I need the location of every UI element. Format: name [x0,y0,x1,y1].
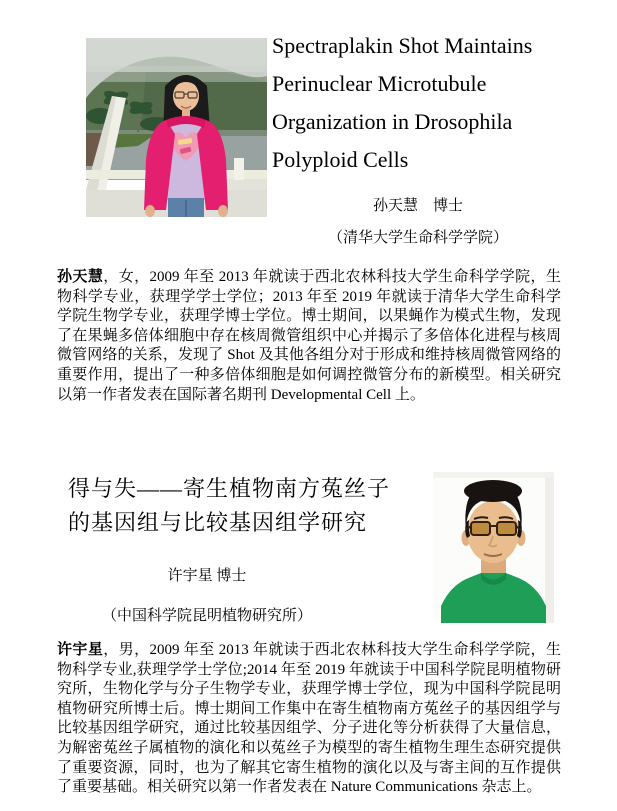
speaker1-bio-text: ，女，2009 年至 2013 年就读于西北农林科技大学生命科学学院，生物科学专业，获理学学士学位；2013 年至 2019 年就读于清华大学生命科学学院生物学专业，获理学博士学位。博士期间，以果蝇作为模式生物，发现了在果蝇多倍体细胞中存在核周微管组织中心并揭示了多倍体化进程与核周微管网络的关系，发现了 Shot 及其他各组分对于形成和维持核周微管网络的重要作用，提出了一种多倍体细胞是如何调控微管分布的新模型。相关研究以第一作者发表在国际著名期刊 Developmental Cell 上。 [57,269,561,403]
talk1-title [272,27,564,179]
speaker2-bio-text: ，男，2009 年至 2013 年就读于西北农林科技大学生命科学学院，生物科学专业,获理学学士学位;2014 年至 2019 年就读于中国科学院昆明植物研究所，生物化学与分子生物学专业，获理学博士学位，现为中国科学院昆明植物研究所博士后。博士期间工作集中在寄生植物南方菟丝子的基因组学与比较基因组学研究，通过比较基因组学、分子进化等分析获得了大量信息，为解密菟丝子属植物的演化和以菟丝子为模型的寄生植物生理生态研究提供了重要资源，同时，也为了解其它寄生植物的演化以及与寄主间的互作提供了重要基础。相关研究以第一作者发表在 Nature Communications 杂志上。 [57,642,561,796]
woman-lake-photo-illustration [86,38,267,217]
speaker2-bio-name: 许宇星 [57,642,104,658]
speaker1-affiliation: （清华大学生命科学学院） [327,230,508,246]
speaker1-bio [57,268,561,405]
speaker1-bio-name: 孙天慧 [57,269,104,285]
speaker2-name: 许宇星 博士 [167,568,247,584]
talk2-title-line: 的基因组与比较基因组学研究 [68,510,368,535]
speaker1-photo [86,38,267,217]
talk2-title [68,472,428,540]
speaker2-photo [433,472,554,623]
talk1-title-line: Organization in Drosophila [272,109,513,134]
speaker1-name: 孙天慧 博士 [372,198,463,214]
speaker2-affiliation: （中国科学院昆明植物研究所） [101,608,312,624]
talk1-title-line: Perinuclear Microtubule [272,71,487,96]
talk1-title-line: Polyploid Cells [272,147,409,172]
speaker2-bio [57,641,561,798]
talk2-title-line: 得与失——寄生植物南方菟丝子 [68,476,391,501]
talk1-title-line: Spectraplakin Shot Maintains [272,33,533,58]
man-id-photo-illustration [433,472,554,623]
